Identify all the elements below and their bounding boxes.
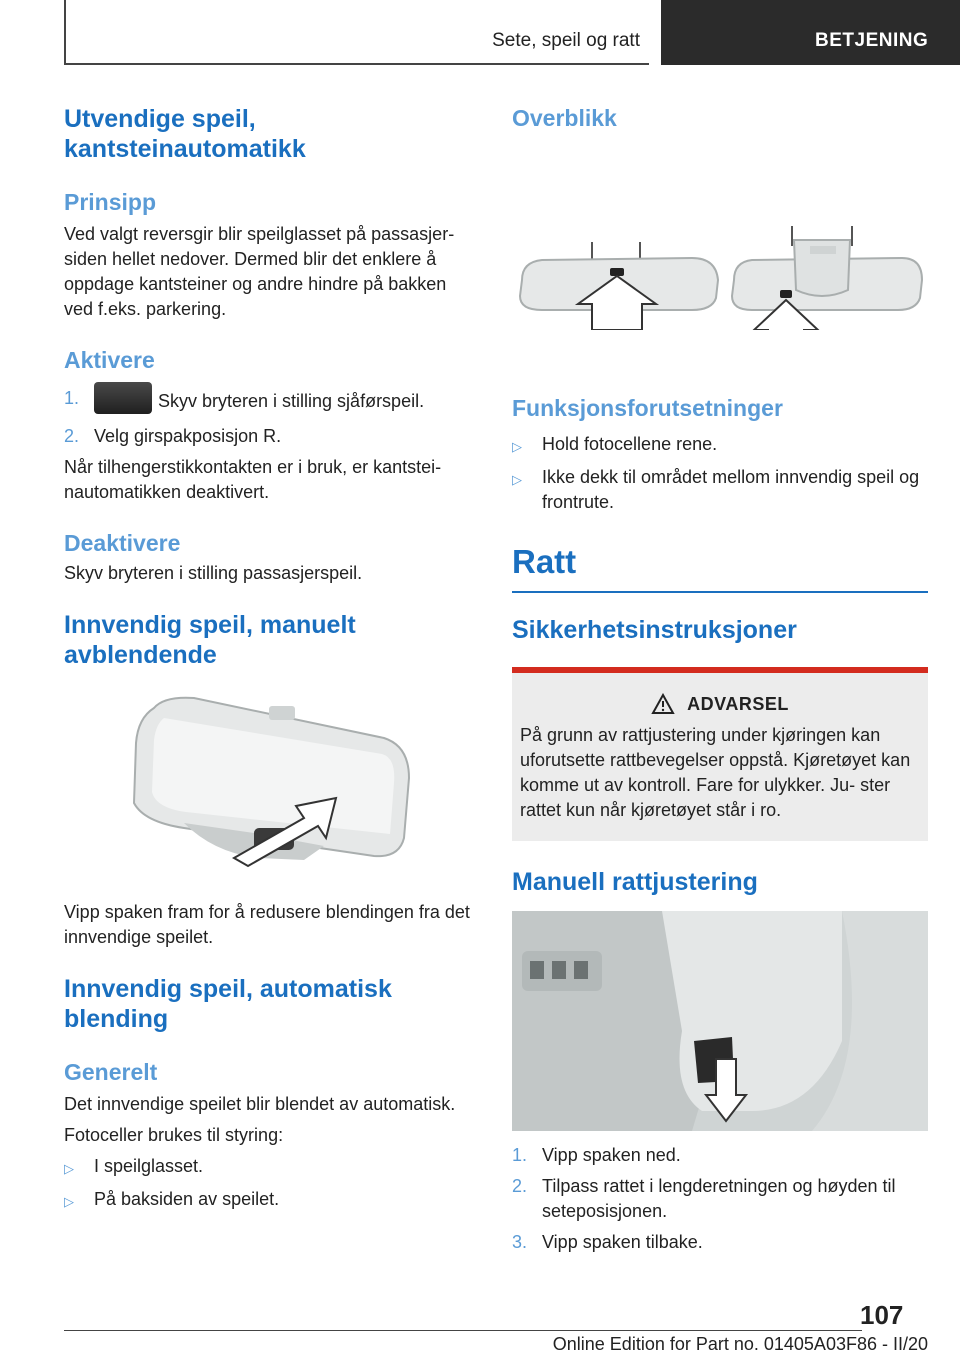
funksjon-bullet-1: ▷ Hold fotocellene rene.: [512, 432, 928, 459]
rattjustering-step-1: 1. Vipp spaken ned.: [512, 1145, 681, 1165]
generelt-text-1: Det innvendige speilet blir blendet av automatisk.: [64, 1094, 456, 1114]
triangle-bullet-icon: ▷: [512, 439, 522, 454]
warning-text: På grunn av rattjustering under kjøringen kan uforutsette rattbevegelser oppstå. Kjøretøyet kan komme ut av kontroll. Fare for ulykker. Ju- ster rattet kun når kjøretøyet står i ro.: [520, 725, 911, 820]
header-chapter-tab: BETJENING: [661, 0, 960, 65]
heading-deaktivere: Deaktivere: [64, 530, 181, 556]
heading-prinsipp: Prinsipp: [64, 189, 157, 215]
page-number: 107: [860, 1300, 904, 1330]
aktivere-step-2: 2. Velg girspakposisjon R.: [64, 426, 282, 446]
header-rule-bottom: [64, 63, 649, 65]
header-section-title: Sete, speil og ratt: [492, 30, 640, 51]
rattjustering-step-2: 2. Tilpass rattet i lengderetningen og høyden til seteposisjonen.: [512, 1176, 896, 1221]
rear-mirror-manual-figure: [64, 688, 478, 888]
heading-outside-mirrors: Utvendige speil, kantsteinautomatikk: [64, 105, 306, 163]
generelt-text-2: Fotoceller brukes til styring:: [64, 1125, 284, 1145]
heading-manual-dimming: Innvendig speil, manuelt avblendende: [64, 611, 356, 669]
aktivere-note: Når tilhengerstikkontakten er i bruk, er kantstei- nautomatikken deaktivert.: [64, 457, 442, 502]
generelt-bullet-1: ▷ I speilglasset.: [64, 1154, 478, 1181]
header-rule-left: [64, 0, 66, 64]
triangle-bullet-icon: ▷: [512, 472, 522, 487]
manual-dimming-caption: Vipp spaken fram for å redusere blendingen fra det innvendige speilet.: [64, 902, 470, 947]
warning-box: [512, 667, 928, 841]
footer-edition: Online Edition for Part no. 01405A03F86 - II/20: [552, 1334, 928, 1354]
heading-aktivere: Aktivere: [64, 347, 155, 373]
triangle-bullet-icon: ▷: [64, 1194, 74, 1209]
ratt-rule: [512, 591, 928, 593]
mirror-switch-icon: [94, 382, 152, 414]
steering-adjust-figure: [512, 911, 928, 1131]
deaktivere-text: Skyv bryteren i stilling passasjerspeil.: [64, 563, 363, 583]
aktivere-step-1: 1. Skyv bryteren i stilling sjåførspeil.: [64, 386, 478, 418]
heading-sikkerhet: Sikkerhetsinstruksjoner: [512, 616, 797, 644]
warning-triangle-icon: [651, 693, 675, 715]
rattjustering-step-3: 3. Vipp spaken tilbake.: [512, 1232, 703, 1252]
triangle-bullet-icon: ▷: [64, 1161, 74, 1176]
heading-ratt: Ratt: [512, 543, 577, 580]
footer-rule: [64, 1330, 862, 1331]
heading-auto-dimming: Innvendig speil, automatisk blending: [64, 975, 392, 1033]
warning-title: ADVARSEL: [520, 693, 920, 715]
generelt-bullet-2: ▷ På baksiden av speilet.: [64, 1187, 478, 1214]
funksjon-bullet-2: ▷ Ikke dekk til området mellom innvendig speil og frontrute.: [512, 465, 928, 515]
heading-funksjonsforutsetninger: Funksjonsforutsetninger: [512, 395, 783, 421]
heading-overblikk: Overblikk: [512, 105, 617, 131]
heading-manuell-rattjustering: Manuell rattjustering: [512, 868, 758, 896]
heading-generelt: Generelt: [64, 1059, 158, 1085]
right-column: [512, 100, 928, 1255]
prinsipp-text: Ved valgt reversgir blir speilglasset på passasjer- siden hellet nedover. Dermed blir det enklere å oppdage kantsteiner og andre hindre på bakken ved f.eks. parkering.: [64, 224, 455, 319]
left-column: [64, 100, 478, 1214]
mirror-overview-figure: [512, 140, 928, 330]
